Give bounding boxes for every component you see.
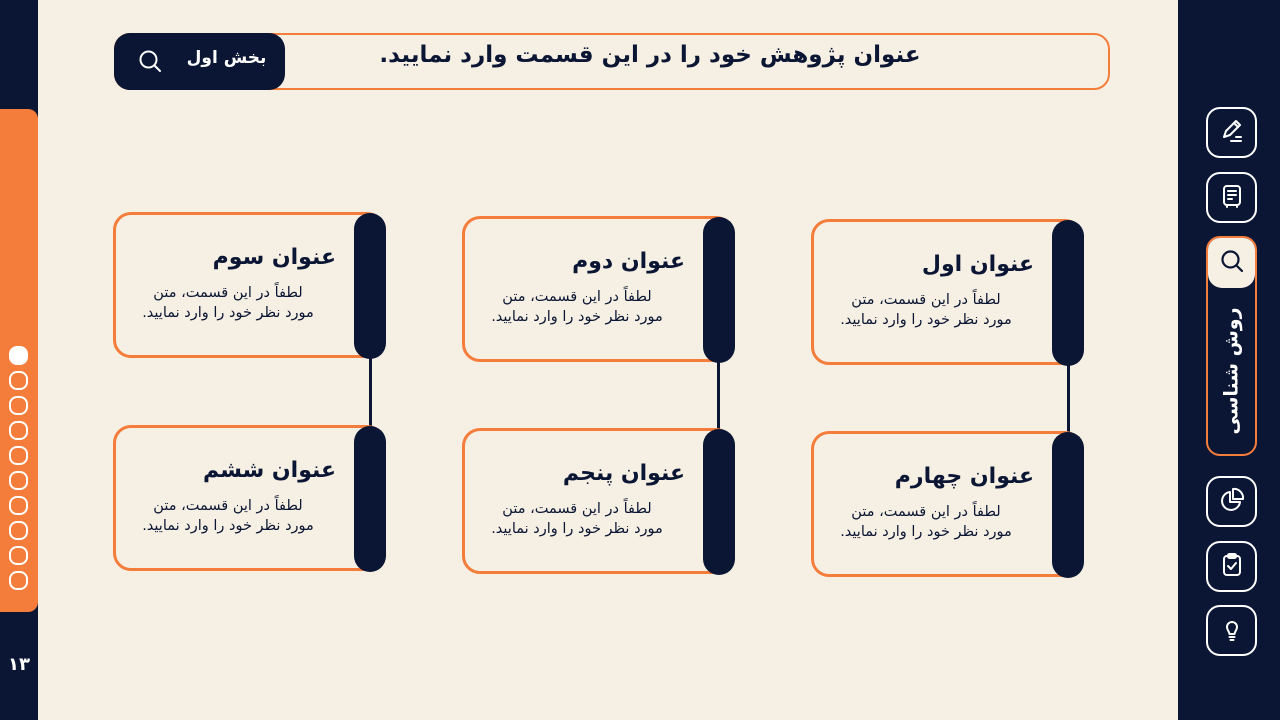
card-body-line: مورد نظر خود را وارد نمایید. bbox=[491, 309, 663, 325]
slide-dot[interactable] bbox=[9, 421, 28, 440]
card-body-line: مورد نظر خود را وارد نمایید. bbox=[142, 305, 314, 321]
card-body-line: لطفاً در این قسمت، متن bbox=[502, 501, 652, 517]
slide-dot[interactable] bbox=[9, 446, 28, 465]
card-body bbox=[469, 287, 685, 327]
slide-dot[interactable] bbox=[9, 496, 28, 515]
clipboard-check-icon bbox=[1218, 551, 1246, 583]
card-tab bbox=[1052, 432, 1084, 578]
card-1 bbox=[811, 219, 1083, 365]
card-body bbox=[120, 496, 336, 536]
nav-active-label bbox=[1208, 296, 1255, 446]
card-body bbox=[818, 502, 1034, 542]
card-5 bbox=[462, 428, 734, 574]
card-body bbox=[120, 283, 336, 323]
card-title: عنوان اول bbox=[921, 252, 1034, 277]
nav-item-document[interactable] bbox=[1206, 172, 1257, 223]
card-body bbox=[469, 499, 685, 539]
card-6 bbox=[113, 425, 385, 571]
card-body-line: مورد نظر خود را وارد نمایید. bbox=[142, 518, 314, 534]
nav-item-ideas[interactable] bbox=[1206, 605, 1257, 656]
card-4 bbox=[811, 431, 1083, 577]
card-title: عنوان سوم bbox=[212, 245, 336, 270]
slide-progress-panel bbox=[0, 109, 38, 675]
nav-label-methodology: روش شناسی bbox=[1220, 307, 1243, 435]
pen-icon bbox=[1218, 117, 1246, 149]
slide-dot[interactable] bbox=[9, 396, 28, 415]
slide-dots bbox=[9, 346, 29, 596]
card-title: عنوان پنجم bbox=[562, 461, 685, 486]
card-body-line: مورد نظر خود را وارد نمایید. bbox=[840, 524, 1012, 540]
slide-dot[interactable] bbox=[9, 571, 28, 590]
card-body-line: مورد نظر خود را وارد نمایید. bbox=[491, 521, 663, 537]
nav-item-methodology[interactable] bbox=[1206, 236, 1257, 456]
card-tab bbox=[354, 426, 386, 572]
search-icon bbox=[136, 47, 164, 79]
card-tab bbox=[1052, 220, 1084, 366]
card-body-line: لطفاً در این قسمت، متن bbox=[153, 498, 303, 514]
card-title: عنوان چهارم bbox=[894, 464, 1034, 489]
slide-dot[interactable] bbox=[9, 546, 28, 565]
nav-active-icon-box bbox=[1208, 238, 1255, 288]
slide-dot[interactable] bbox=[9, 521, 28, 540]
card-tab bbox=[703, 429, 735, 575]
card-tab bbox=[354, 213, 386, 359]
nav-item-chart[interactable] bbox=[1206, 476, 1257, 527]
lightbulb-icon bbox=[1218, 615, 1246, 647]
page-number: ۱۳ bbox=[8, 654, 30, 675]
search-icon bbox=[1218, 247, 1246, 279]
nav-item-checklist[interactable] bbox=[1206, 541, 1257, 592]
card-tab bbox=[703, 217, 735, 363]
pie-chart-icon bbox=[1218, 486, 1246, 518]
card-body-line: لطفاً در این قسمت، متن bbox=[851, 504, 1001, 520]
card-body bbox=[818, 290, 1034, 330]
card-body-line: لطفاً در این قسمت، متن bbox=[502, 289, 652, 305]
page-title: عنوان پژوهش خود را در این قسمت وارد نمایید. bbox=[379, 42, 921, 68]
section-badge[interactable] bbox=[114, 33, 285, 90]
slide-dot[interactable] bbox=[9, 471, 28, 490]
slide-dot-active[interactable] bbox=[9, 346, 28, 365]
card-title: عنوان ششم bbox=[202, 458, 336, 483]
card-3 bbox=[113, 212, 385, 358]
list-document-icon bbox=[1218, 182, 1246, 214]
section-label: بخش اول bbox=[186, 48, 267, 68]
card-body-line: لطفاً در این قسمت، متن bbox=[851, 292, 1001, 308]
card-2 bbox=[462, 216, 734, 362]
card-body-line: مورد نظر خود را وارد نمایید. bbox=[840, 312, 1012, 328]
nav-item-edit[interactable] bbox=[1206, 107, 1257, 158]
slide-dot[interactable] bbox=[9, 371, 28, 390]
card-title: عنوان دوم bbox=[572, 249, 685, 274]
card-body-line: لطفاً در این قسمت، متن bbox=[153, 285, 303, 301]
